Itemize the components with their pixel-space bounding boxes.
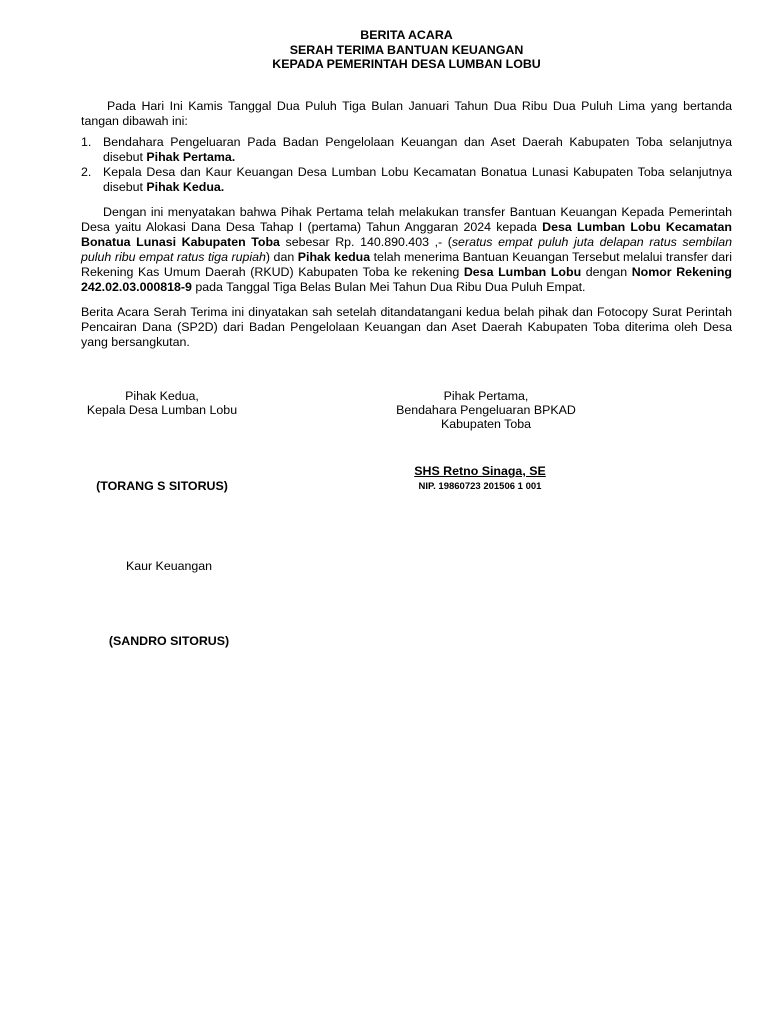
signatory-name-right: SHS Retno Sinaga, SE <box>414 464 546 478</box>
opening-paragraph <box>81 99 732 129</box>
list-item-number: 2. <box>81 164 92 179</box>
body-text: dengan <box>581 264 632 279</box>
party-list <box>81 135 732 195</box>
signature-role: Pihak Pertama, <box>443 389 529 403</box>
signatory-right <box>385 464 575 492</box>
title-line-2: SERAH TERIMA BANTUAN KEUANGAN <box>289 42 524 57</box>
signatory-name-left: (TORANG S SITORUS) <box>96 479 228 493</box>
opening-text: Pada Hari Ini Kamis Tanggal Dua Puluh Tiga Bulan Januari Tahun Dua Ribu Dua Puluh Lima yang bertanda tangan dibawah ini: <box>81 98 732 128</box>
list-item-party: Pihak Pertama. <box>146 149 236 164</box>
title-line-1: BERITA ACARA <box>360 28 453 42</box>
signature-office: Kabupaten Toba <box>440 417 532 431</box>
signature-title: Kepala Desa Lumban Lobu <box>86 403 238 417</box>
kaur-title: Kaur Keuangan <box>125 559 213 573</box>
list-item <box>81 165 732 195</box>
body-text: pada Tanggal Tiga Belas Bulan Mei Tahun Dua Ribu Dua Puluh Empat. <box>191 279 586 294</box>
body-text: Dengan ini menyatakan bahwa Pihak Pertama telah melakukan transfer Bantuan Keuangan Kepada Pemerintah Desa yaitu Alokasi Dana Desa Tahap I (pertama) Tahun Anggaran 2024 kepada <box>81 204 732 234</box>
list-item-number: 1. <box>81 134 92 149</box>
list-item-party: Pihak Kedua. <box>146 179 225 194</box>
body-text: ) dan <box>265 249 298 264</box>
village-name: Desa Lumban Lobu Kecamatan Bonatua Lunasi Kabupaten Toba <box>81 219 733 249</box>
signatory-nip: NIP. 19860723 201506 1 001 <box>418 481 542 492</box>
account-number: Nomor Rekening 242.02.03.000818-9 <box>81 264 733 294</box>
signatory-name-kaur: (SANDRO SITORUS) <box>108 634 230 648</box>
account-owner: Desa Lumban Lobu <box>463 264 582 279</box>
closing-paragraph: Berita Acara Serah Terima ini dinyatakan sah setelah ditandatangani kedua belah pihak dan Fotocopy Surat Perintah Pencairan Dana (SP2D) dari Badan Pengelolaan Keuangan dan Aset Daerah Kabupaten Toba diterima oleh Desa yang bersangkutan. <box>81 304 732 349</box>
signature-title: Bendahara Pengeluaran BPKAD <box>396 403 576 417</box>
party-reference: Pihak kedua <box>297 249 371 264</box>
list-item-text: Bendahara Pengeluaran Pada Badan Pengelolaan Keuangan dan Aset Daerah Kabupaten Toba selanjutnya disebut <box>103 134 732 164</box>
body-paragraph <box>81 205 732 295</box>
document-title <box>81 28 732 72</box>
body-text: telah menerima Bantuan Keuangan Tersebut melalui transfer dari Rekening Kas Umum Daerah (RKUD) Kabupaten Toba ke rekening <box>81 249 732 279</box>
amount-in-words: seratus empat puluh juta delapan ratus sembilan puluh ribu empat ratus tiga rupiah <box>81 234 732 264</box>
signature-block-left <box>81 389 243 417</box>
title-line-3: KEPADA PEMERINTAH DESA LUMBAN LOBU <box>272 57 541 71</box>
document-page <box>81 28 732 350</box>
signature-role: Pihak Kedua, <box>125 389 199 403</box>
amount-text: sebesar Rp. 140.890.403 ,- ( <box>279 234 452 249</box>
signature-block-right <box>385 389 587 431</box>
list-item-text: Kepala Desa dan Kaur Keuangan Desa Lumban Lobu Kecamatan Bonatua Lunasi Kabupaten Toba selanjutnya disebut <box>103 164 732 194</box>
list-item <box>81 135 732 165</box>
